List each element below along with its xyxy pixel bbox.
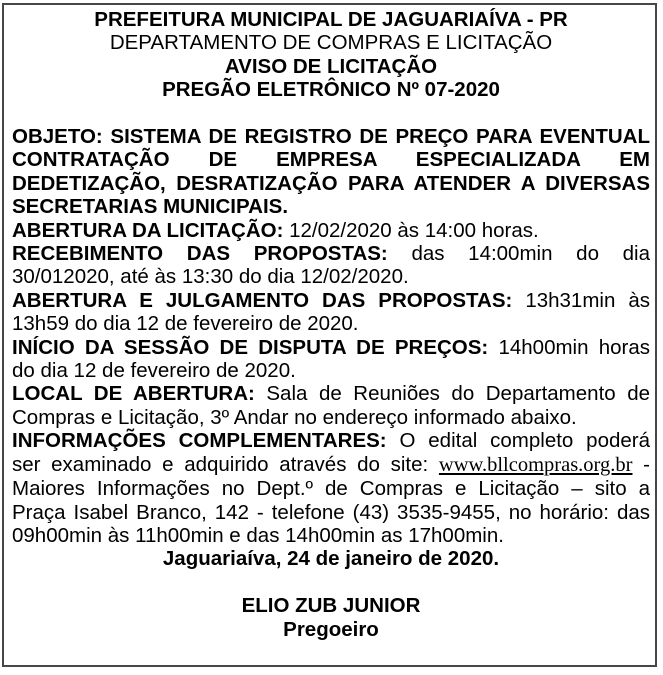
document-line [12,429,650,452]
bold-label: INÍCIO DA SESSÃO DE DISPUTA DE PREÇOS: [12,335,489,359]
bold-label: OBJETO: SISTEMA DE REGISTRO DE PREÇO PARA EVENTUAL [12,125,650,149]
document-line [12,382,650,405]
header-line: AVISO DE LICITAÇÃO [224,54,438,78]
text-segment: 30/012020, até às 13:30 do dia 12/02/2020. [12,265,409,289]
text-segment: 14h00min horas [488,335,650,359]
text-segment: das 14:00min do dia [387,242,650,266]
document-line [12,148,650,171]
bold-label: RECEBIMENTO DAS PROPOSTAS: [12,242,388,266]
document-line [12,312,650,335]
header-line: PREGÃO ELETRÔNICO Nº 07-2020 [162,78,500,102]
document-line [12,219,650,242]
signature-name: ELIO ZUB JUNIOR [241,594,421,618]
notice-body [12,125,650,547]
document-line [12,453,650,477]
site-link[interactable]: www.bllcompras.org.br [438,453,633,476]
document-line [12,242,650,265]
document-header [12,8,650,102]
header-line: DEPARTAMENTO DE COMPRAS E LICITAÇÃO [109,31,553,55]
text-segment: 13h59 do dia 12 de fevereiro de 2020. [12,312,359,336]
notice-document [2,3,657,667]
text-segment: 09h00min às 11h00min e das 14h00min as 17h00min. [12,523,504,547]
document-line [12,289,650,312]
document-line [12,195,650,218]
document-line [12,359,650,382]
document-line [12,125,650,148]
header-line: PREFEITURA MUNICIPAL DE JAGUARIAÍVA - PR [94,8,568,31]
text-segment: Sala de Reuniões do Departamento de [254,382,650,406]
text-segment: - [632,452,650,476]
text-segment: Compras e Licitação, 3º Andar no endereço informado abaixo. [12,405,577,429]
bold-label: SECRETARIAS MUNICIPAIS. [12,195,289,219]
document-line [12,265,650,288]
text-segment: do dia 12 de fevereiro de 2020. [12,359,296,383]
document-line [12,172,650,195]
text-segment: ser examinado e adquirido através do site: [12,452,439,476]
bold-label: INFORMAÇÕES COMPLEMENTARES: [12,429,387,453]
text-segment: 13h31min às [512,288,650,312]
document-line [12,336,650,359]
text-segment: Praça Isabel Branco, 142 - telefone (43) 3535-9455, no horário: das [12,500,650,524]
date-line: Jaguariaíva, 24 de janeiro de 2020. [162,547,500,571]
bold-label: ABERTURA E JULGAMENTO DAS PROPOSTAS: [12,288,513,312]
text-segment: Maiores Informações no Dept.º de Compras e Licitação – sito a [12,477,650,501]
bold-label: LOCAL DE ABERTURA: [12,382,255,406]
bold-label: DEDETIZAÇÃO, DESRATIZAÇÃO PARA ATENDER A DIVERSAS [12,171,650,195]
signature-block [12,594,650,641]
document-line [12,501,650,524]
document-line [12,524,650,547]
document-line [12,477,650,500]
bold-label: CONTRATAÇÃO DE EMPRESA ESPECIALIZADA EM [12,148,650,172]
bold-label: ABERTURA DA LICITAÇÃO: [12,218,284,242]
text-segment: O edital completo poderá [386,429,651,453]
document-line [12,406,650,429]
spacer-line [12,571,650,594]
text-segment: 12/02/2020 às 14:00 horas. [283,218,539,242]
signature-role: Pregoeiro [283,617,379,641]
